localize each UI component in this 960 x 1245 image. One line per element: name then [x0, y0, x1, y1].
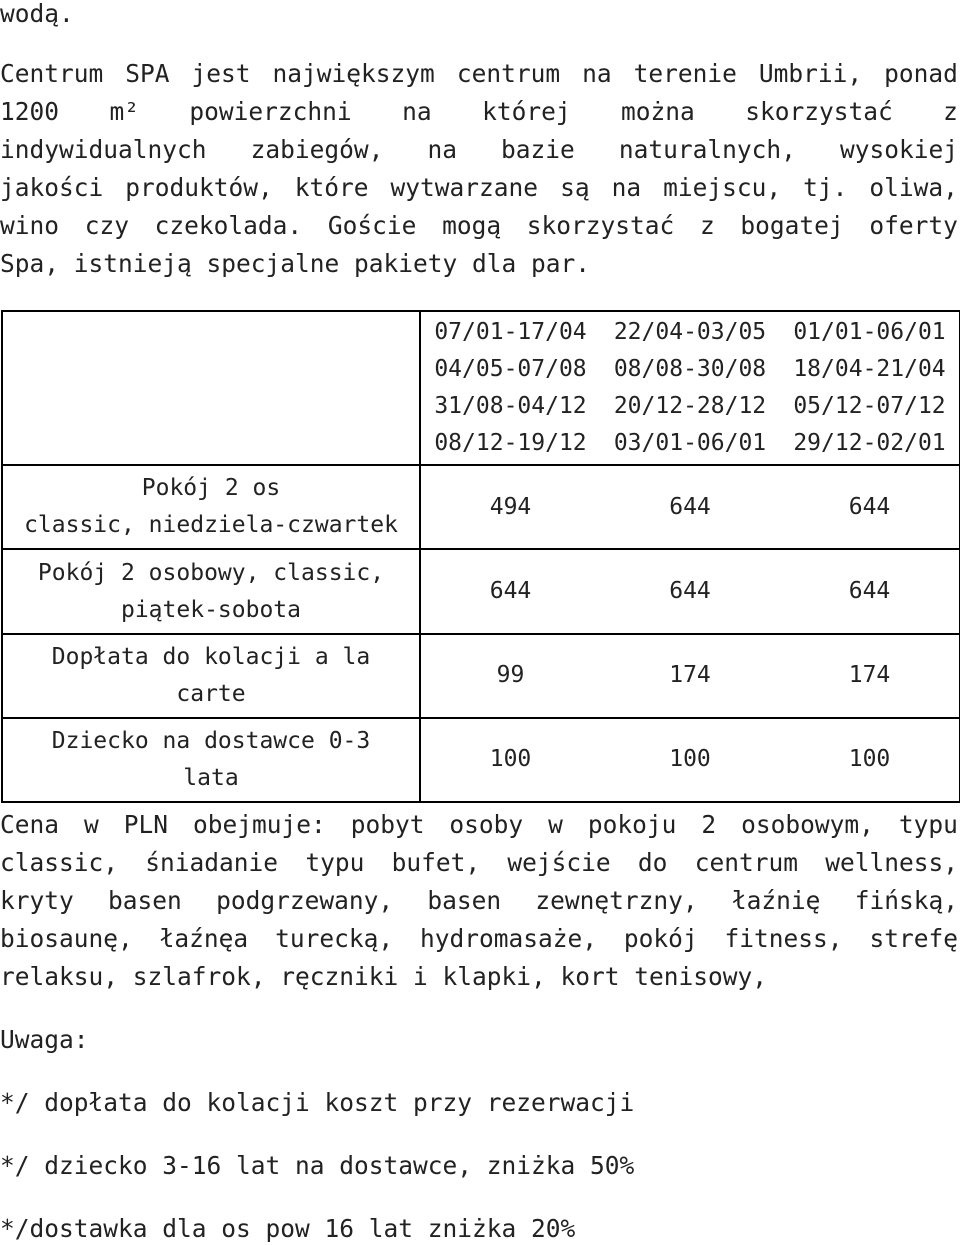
row-label-line: Pokój 2 osobowy, classic,: [37, 559, 385, 586]
table-row: [2, 465, 960, 549]
corner-cell: [2, 311, 420, 465]
word: zewnętrzny,: [535, 886, 698, 915]
word: na: [582, 59, 612, 88]
row-label: [2, 465, 420, 549]
price-cell: 100: [600, 718, 780, 802]
price-cell: 644: [420, 549, 600, 633]
word: Umbrii,: [758, 59, 863, 88]
word: osoby: [449, 810, 524, 839]
price-cell: 174: [600, 634, 780, 718]
word: której: [482, 97, 571, 126]
word: na: [427, 135, 457, 164]
word: osobowym,: [741, 810, 874, 839]
price-cell: 100: [780, 718, 960, 802]
notes-heading: Uwaga:: [0, 1025, 89, 1054]
season-header-row: [2, 311, 960, 465]
word: basen: [427, 886, 502, 915]
word: wejście: [507, 848, 611, 877]
season-2-range-4: 03/01-06/01: [613, 430, 767, 457]
word: oliwa,: [869, 173, 958, 202]
price-cell: 99: [420, 634, 600, 718]
word: w: [548, 810, 563, 839]
word: na: [611, 173, 642, 202]
row-label-line: carte: [176, 680, 246, 707]
price-cell: 174: [780, 634, 960, 718]
word: kryty: [0, 886, 74, 915]
word: hydromasaże,: [419, 924, 597, 953]
price-cell: 644: [600, 465, 780, 549]
word: mogą: [442, 211, 502, 240]
word: fińską,: [854, 886, 958, 915]
word: z: [943, 97, 958, 126]
row-label-line: lata: [183, 764, 239, 791]
price-cell: 644: [600, 549, 780, 633]
word: PLN: [123, 810, 168, 839]
word: pokój: [623, 924, 698, 953]
price-note-line-4: [0, 924, 958, 953]
word: wytwarzane: [390, 173, 539, 202]
season-1-range-1: 07/01-17/04: [434, 319, 587, 346]
word: pobyt: [350, 810, 425, 839]
word: które: [294, 173, 369, 202]
word: są: [560, 173, 590, 202]
word: w: [83, 810, 99, 839]
note-item: */dostawka dla os pow 16 lat zniżka 20%: [0, 1214, 576, 1243]
row-label-line: Dopłata do kolacji a la: [51, 643, 371, 670]
word: można: [621, 97, 695, 126]
word: na: [402, 97, 432, 126]
word: naturalnych,: [618, 135, 796, 164]
price-note-line-5: relaksu, szlafrok, ręczniki i klapki, kort tenisowy,: [0, 962, 768, 991]
price-note-line-1: [0, 810, 958, 839]
word: zabiegów,: [250, 135, 384, 164]
row-label: [2, 634, 420, 718]
row-label-line: classic, niedziela-czwartek: [24, 512, 398, 539]
season-1-range-4: 08/12-19/12: [434, 430, 587, 457]
season-2-range-1: 22/04-03/05: [613, 319, 767, 346]
word: 1200: [0, 97, 60, 126]
word: SPA: [125, 59, 170, 88]
row-label: [2, 549, 420, 633]
word: m²: [109, 97, 139, 126]
price-note-line-2: [0, 848, 958, 877]
word: bazie: [501, 135, 575, 164]
word: typu: [898, 810, 958, 839]
word: Cena: [0, 810, 60, 839]
season-1-range-3: 31/08-04/12: [434, 393, 587, 420]
word: Centrum: [0, 59, 104, 88]
word: do: [637, 848, 668, 877]
row-label: [2, 718, 420, 802]
season-3-range-1: 01/01-06/01: [793, 319, 946, 346]
price-cell: 494: [420, 465, 600, 549]
intro-line-6: Spa, istnieją specjalne pakiety dla par.: [0, 249, 591, 278]
word: pokoju: [587, 810, 677, 839]
word: indywidualnych: [0, 135, 207, 164]
word: jest: [191, 59, 251, 88]
row-label-line: Dziecko na dostawce 0-3: [51, 727, 371, 754]
word: największym: [272, 59, 435, 88]
word: centrum: [694, 848, 798, 877]
word: z: [699, 211, 715, 240]
row-label-line: piątek-sobota: [120, 596, 301, 623]
word: miejscu,: [663, 173, 782, 202]
season-3-range-4: 29/12-02/01: [793, 430, 946, 457]
season-2-range-2: 08/08-30/08: [613, 356, 767, 383]
word: terenie: [633, 59, 737, 88]
word: classic,: [0, 848, 119, 877]
intro-line-3: [0, 135, 958, 164]
word: powierzchni: [189, 97, 352, 126]
season-cell-2: [600, 311, 780, 465]
note-item: */ dziecko 3-16 lat na dostawce, zniżka 50%: [0, 1151, 635, 1180]
word: Goście: [327, 211, 417, 240]
word: oferty: [869, 211, 958, 240]
season-1-range-2: 04/05-07/08: [434, 356, 587, 383]
intro-line-4: [0, 173, 958, 202]
note-item: */ dopłata do kolacji koszt przy rezerwacji: [0, 1088, 635, 1117]
word: łaźnęa: [159, 924, 249, 953]
word: strefę: [869, 924, 958, 953]
word: produktów,: [125, 173, 273, 202]
table-row: [2, 718, 960, 802]
word: wellness,: [825, 848, 958, 877]
table-row: [2, 549, 960, 633]
word: bogatej: [740, 211, 844, 240]
top-text-fragment: wodą.: [0, 0, 74, 28]
season-3-range-3: 05/12-07/12: [793, 393, 946, 420]
intro-line-2: [0, 97, 958, 126]
word: basen: [108, 886, 182, 915]
intro-line-5: [0, 211, 958, 240]
word: skorzystać: [526, 211, 675, 240]
price-cell: 644: [780, 549, 960, 633]
word: biosaunę,: [0, 924, 133, 953]
word: jakości: [0, 173, 104, 202]
word: czy: [84, 211, 129, 240]
word: turecką,: [275, 924, 394, 953]
word: 2: [701, 810, 717, 839]
word: fitness,: [724, 924, 843, 953]
word: tj.: [803, 173, 848, 202]
word: centrum: [456, 59, 561, 88]
word: bufet,: [391, 848, 481, 877]
intro-line-1: [0, 59, 958, 88]
word: wino: [0, 211, 60, 240]
word: czekolada.: [154, 211, 303, 240]
word: wysokiej: [839, 135, 958, 164]
table-row: [2, 634, 960, 718]
word: podgrzewany,: [216, 886, 394, 915]
word: śniadanie: [145, 848, 279, 877]
season-2-range-3: 20/12-28/12: [613, 393, 767, 420]
row-label-line: Pokój 2 os: [141, 475, 281, 502]
word: obejmuje:: [192, 810, 326, 839]
word: łaźnię: [731, 886, 821, 915]
word: ponad: [884, 59, 958, 88]
price-table: [1, 310, 960, 803]
price-cell: 100: [420, 718, 600, 802]
price-cell: 644: [780, 465, 960, 549]
season-cell-1: [420, 311, 600, 465]
word: typu: [305, 848, 365, 877]
season-cell-3: [780, 311, 960, 465]
price-note-line-3: [0, 886, 958, 915]
word: skorzystać: [745, 97, 893, 126]
season-3-range-2: 18/04-21/04: [793, 356, 946, 383]
